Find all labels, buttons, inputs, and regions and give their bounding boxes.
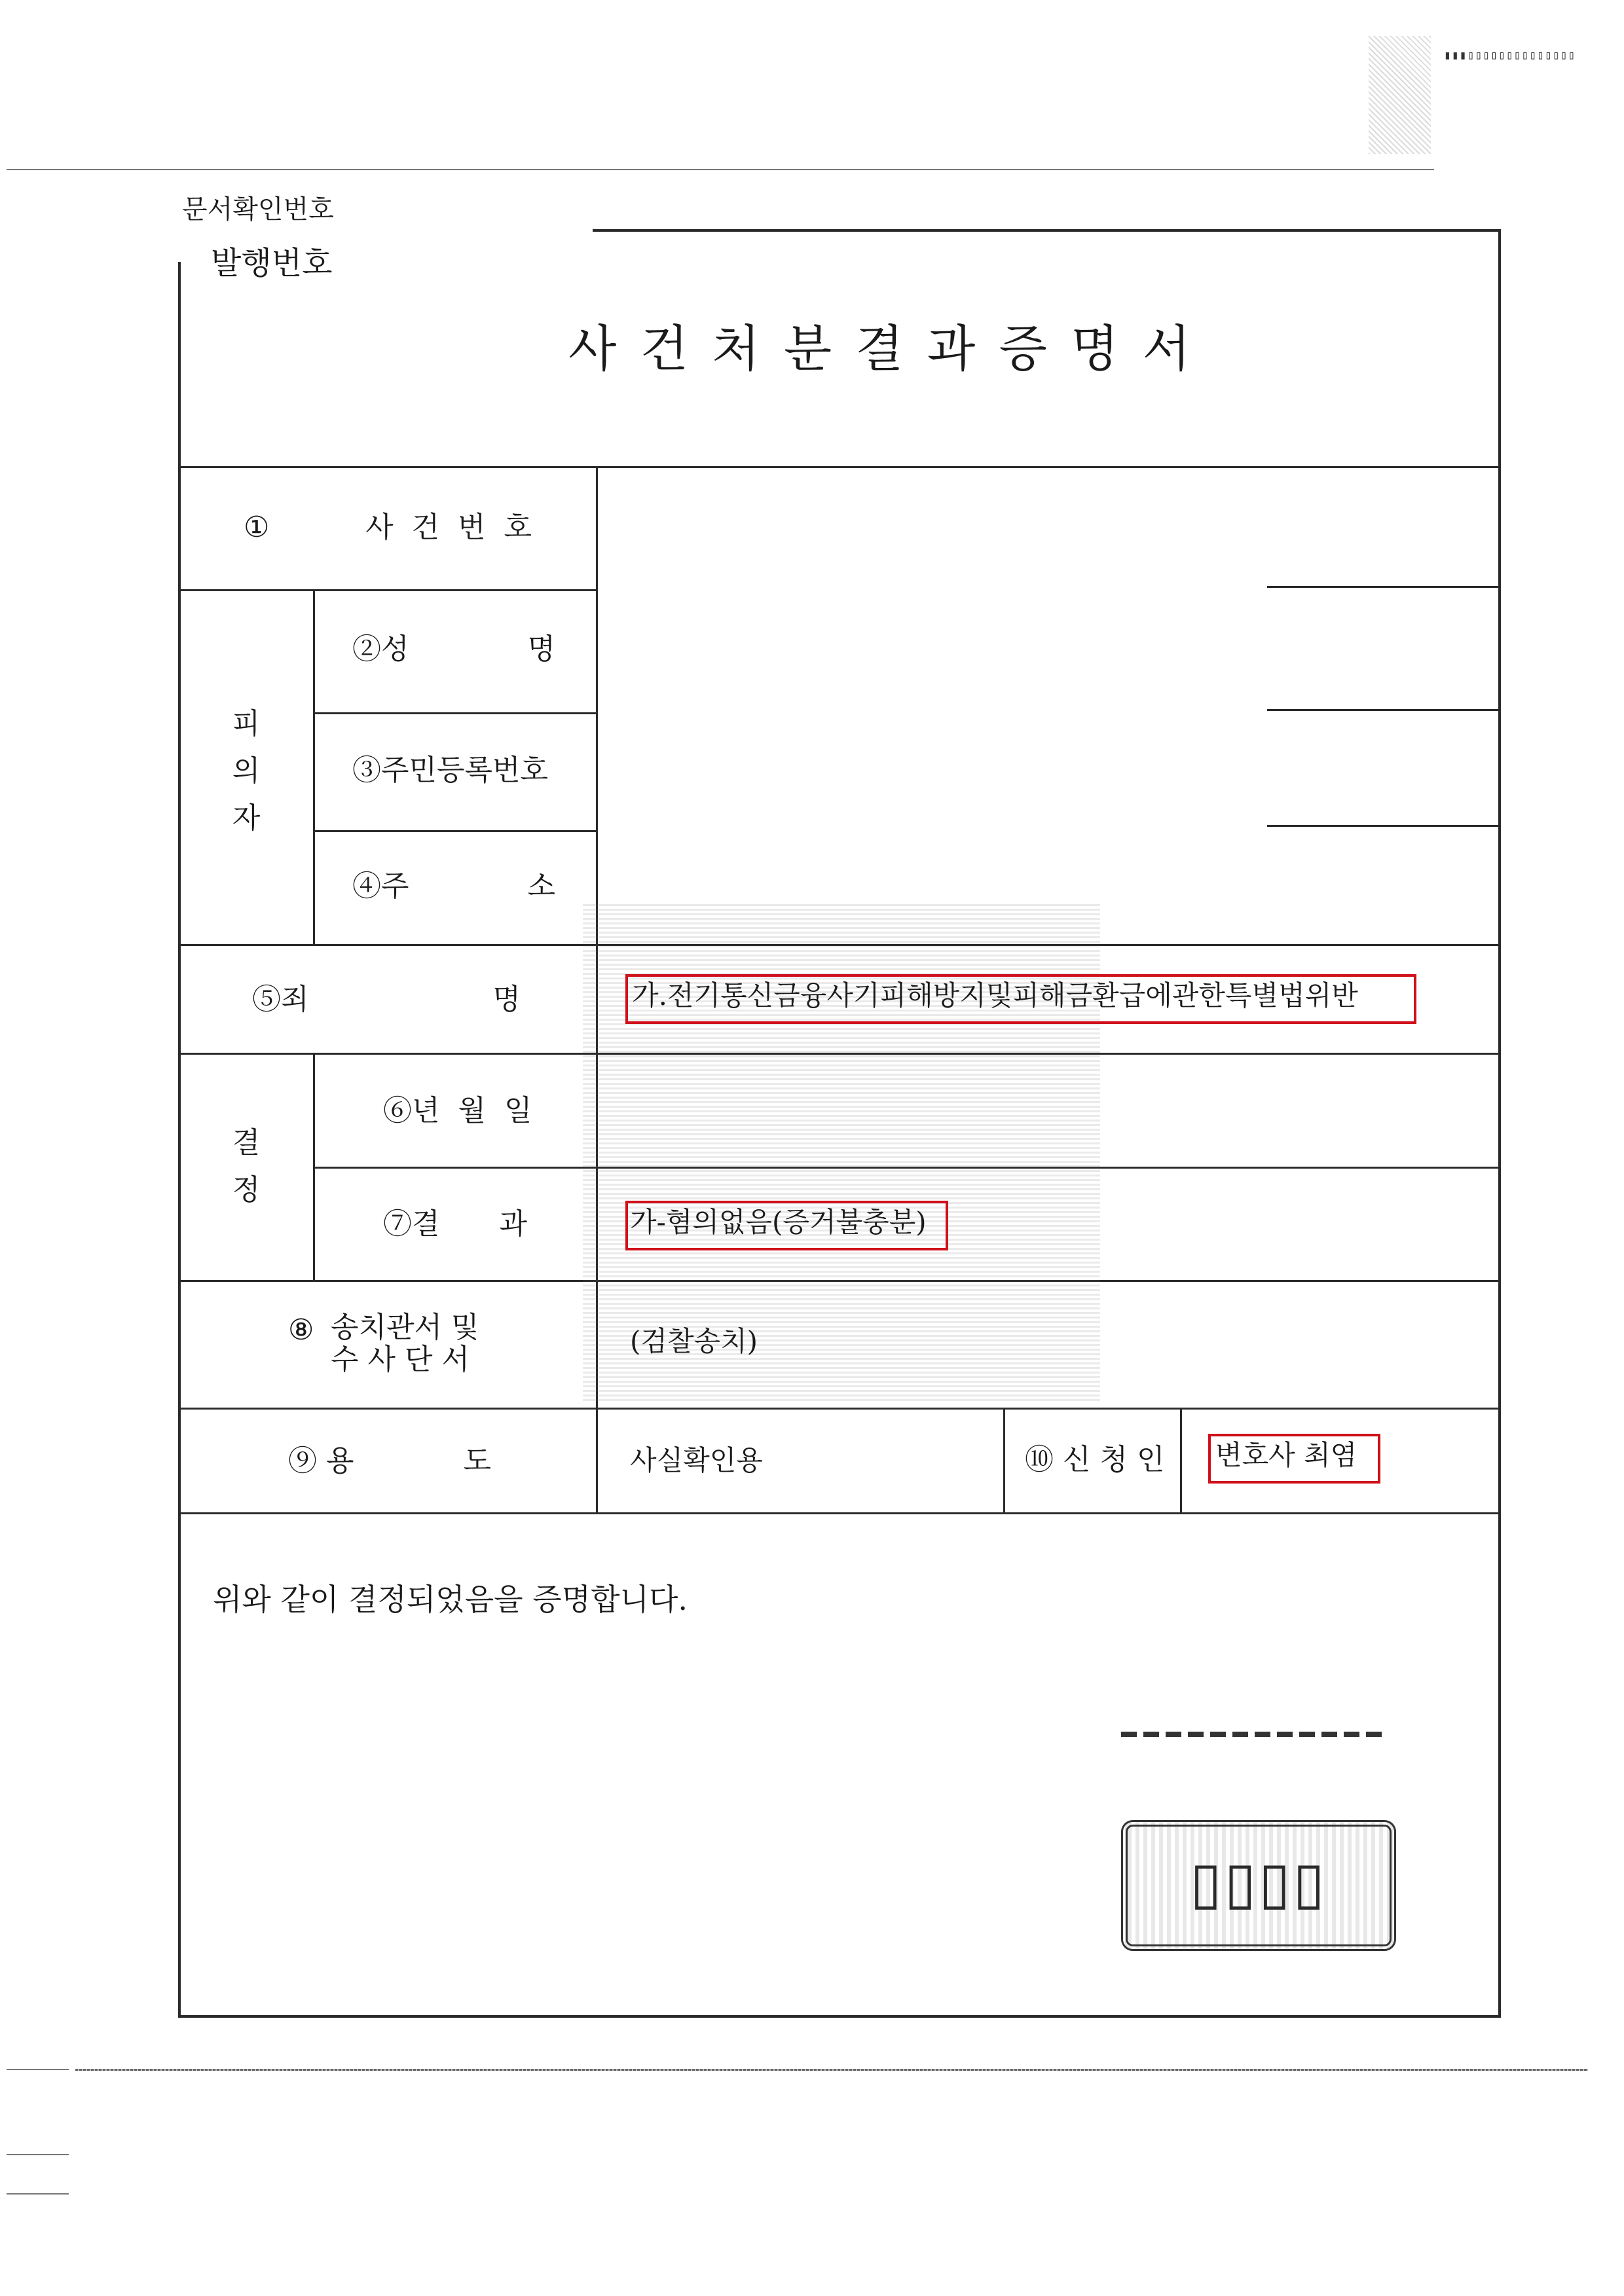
address-label bbox=[352, 869, 555, 903]
case-number-text: 사 건 번 호 bbox=[365, 511, 532, 544]
document-title: 사 건 처 분 결 과 증 명 서 bbox=[568, 319, 1195, 378]
charge-label-a: 죄 bbox=[281, 983, 309, 1016]
certification-text: 위와 같이 결정되었음을 증명합니다. bbox=[213, 1582, 688, 1617]
rule-row1 bbox=[178, 589, 597, 591]
frame-bottom bbox=[178, 2015, 1501, 2018]
rule-group-col-decision bbox=[313, 1053, 315, 1280]
rule-under-title bbox=[178, 466, 1501, 468]
rule-row2-right bbox=[1267, 709, 1500, 711]
applicant-text: 신 청 인 bbox=[1063, 1443, 1165, 1476]
purpose-label-a: 용 bbox=[326, 1444, 354, 1478]
date-label bbox=[383, 1094, 532, 1127]
name-label-a: 성 bbox=[381, 632, 409, 666]
official-seal-stamp bbox=[1121, 1820, 1396, 1951]
rule-applicant-left bbox=[1003, 1408, 1005, 1512]
name-num: ② bbox=[352, 632, 381, 666]
purpose-value: 사실확인용 bbox=[630, 1444, 763, 1476]
rule-row1-right bbox=[1267, 586, 1500, 588]
purpose-num: ⑨ bbox=[288, 1444, 317, 1478]
resident-id-label bbox=[352, 756, 548, 785]
rule-row2 bbox=[314, 712, 597, 714]
address-label-b: 소 bbox=[527, 869, 555, 903]
seal-glyphs: ▯▯▯▯ bbox=[1190, 1849, 1327, 1916]
suspect-group-label: 피 의 자 bbox=[232, 707, 261, 835]
date-text: 년 월 일 bbox=[412, 1094, 532, 1127]
scan-left-mark-1 bbox=[7, 2069, 69, 2070]
doc-check-number-label: 문서확인번호 bbox=[182, 194, 334, 225]
scan-top-rule bbox=[7, 169, 1434, 170]
rule-row9 bbox=[178, 1512, 1501, 1514]
resident-id-num: ③ bbox=[352, 754, 381, 787]
result-value: 가-혐의없음(증거불충분) bbox=[630, 1206, 927, 1238]
scan-header-mark: ▮▮▮▯▯▯▯▯▯▯▯▯▯▯▯▯▯ bbox=[1444, 48, 1576, 62]
frame-right bbox=[1498, 229, 1501, 2016]
result-num: ⑦ bbox=[383, 1207, 412, 1241]
rule-row3 bbox=[314, 830, 597, 832]
frame-top bbox=[593, 229, 1501, 232]
date-num: ⑥ bbox=[383, 1094, 412, 1127]
result-label-a: 결 bbox=[412, 1207, 440, 1241]
result-label bbox=[383, 1207, 527, 1241]
resident-id-text: 주민등록번호 bbox=[381, 754, 549, 787]
scan-noise bbox=[1369, 36, 1431, 154]
rule-group-col-suspect bbox=[313, 589, 315, 944]
name-label bbox=[352, 632, 555, 666]
issue-number-label: 발행번호 bbox=[211, 245, 333, 282]
scan-left-mark-2 bbox=[7, 2154, 69, 2155]
name-label-b: 명 bbox=[527, 632, 555, 666]
applicant-value: 변호사 최염 bbox=[1215, 1439, 1357, 1471]
rule-applicant-right bbox=[1180, 1408, 1182, 1512]
frame-left bbox=[178, 262, 181, 2016]
case-number-label bbox=[244, 513, 532, 542]
scan-bottom-rule bbox=[75, 2069, 1588, 2071]
scan-left-mark-3 bbox=[7, 2193, 69, 2195]
transfer-label-line1: 송치관서 및 bbox=[331, 1311, 479, 1344]
applicant-num: ⑩ bbox=[1025, 1443, 1054, 1476]
case-number-num: ① bbox=[244, 511, 270, 544]
charge-num: ⑤ bbox=[252, 983, 281, 1016]
rule-row3-right bbox=[1267, 825, 1500, 827]
decision-group-label: 결 정 bbox=[232, 1126, 261, 1207]
address-num: ④ bbox=[352, 869, 381, 903]
charge-value: 가.전기통신금융사기피해방지및피해금환급에관한특별법위반 bbox=[632, 979, 1358, 1011]
purpose-label bbox=[288, 1444, 491, 1478]
transfer-value: (검찰송치) bbox=[630, 1325, 758, 1357]
seal-top-artifact bbox=[1121, 1732, 1386, 1737]
purpose-label-b: 도 bbox=[463, 1444, 491, 1478]
charge-label-b: 명 bbox=[492, 983, 521, 1016]
result-label-b: 과 bbox=[499, 1207, 527, 1241]
address-label-a: 주 bbox=[381, 869, 409, 903]
transfer-num: ⑧ bbox=[288, 1313, 314, 1347]
transfer-label-line2: 수 사 단 서 bbox=[331, 1343, 470, 1376]
rule-row8 bbox=[178, 1408, 1501, 1410]
charge-label bbox=[252, 985, 521, 1014]
applicant-label bbox=[1025, 1443, 1165, 1476]
